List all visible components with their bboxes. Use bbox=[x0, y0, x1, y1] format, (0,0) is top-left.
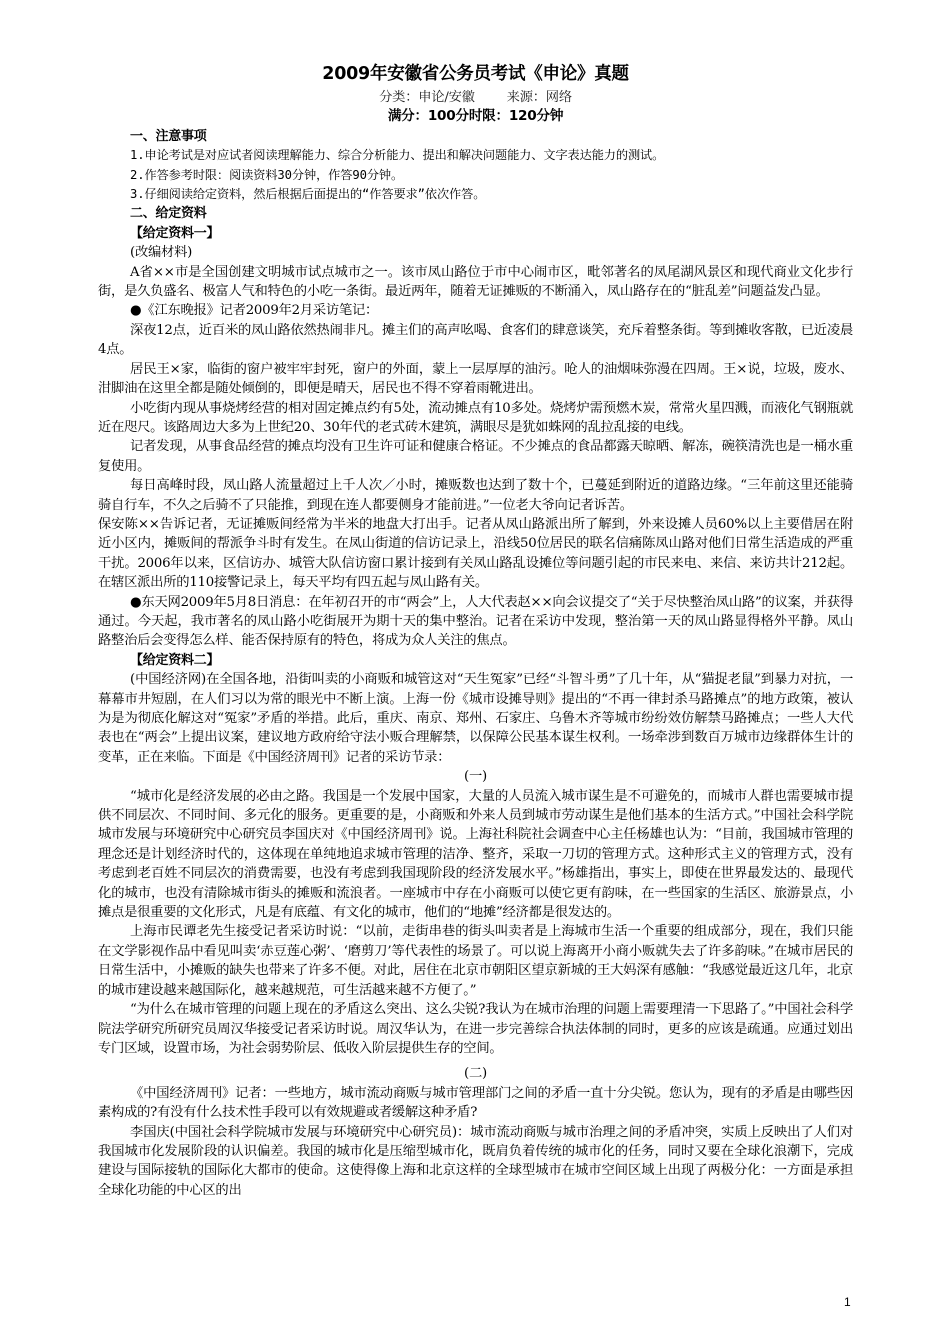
part-1-label: (一) bbox=[464, 769, 487, 785]
document-body bbox=[98, 62, 853, 1200]
paragraph: 深夜12点，近百米的凤山路依然热闹非凡。摊主们的高声吆喝、食客们的肆意谈笑，充斥着整条街。等到摊收客散，已近凌晨4点。 bbox=[98, 322, 853, 358]
paragraph: 李国庆(中国社会科学院城市发展与环境研究中心研究员)：城市流动商贩与城市治理之间的矛盾冲突，实质上反映出了人们对我国城市化发展阶段的认识偏差。我国的城市化是压缩型城市化，既肩负着传统的城市化的任务，同时又要在全球化浪潮下，完成建设与国际接轨的国际化大都市的使命。这使得像上海和北京这样的全球型城市在城市空间区域上出现了两极分化：一方面是承担全球化功能的中心区的出 bbox=[98, 1124, 853, 1198]
paragraph: 上海市民谭老先生接受记者采访时说：“以前，走街串巷的街头叫卖者是上海城市生活一个重要的组成部分，现在，我们只能在文学影视作品中看见叫卖‘赤豆莲心粥’、‘磨剪刀’等代表性的场景了。可以说上海离开小商小贩就失去了许多韵味。”在城市居民的日常生活中，小摊贩的缺失也带来了许多不便。对此，居住在北京市朝阳区望京新城的王大妈深有感触：“我感觉最近这几年，北京的城市建设越来越国际化，越来越规范，可生活越来越不方便了。” bbox=[98, 924, 853, 998]
material-2-label: 【给定资料二】 bbox=[130, 652, 220, 668]
paragraph: (中国经济网)在全国各地，沿街叫卖的小商贩和城管这对“天生冤家”已经“斗智斗勇”了几十年，从“猫捉老鼠”到暴力对抗，一幕幕市井短剧，在人们习以为常的眼光中不断上演。上海一份《城市设摊导则》提出的“不再一律封杀马路摊点”的地方政策，被认为是为彻底化解这对“冤家”矛盾的举措。此后，重庆、南京、郑州、石家庄、乌鲁木齐等城市纷纷效仿解禁马路摊点；一些人大代表也在“两会”上提出议案，建议地方政府给守法小贩合理解禁，以保障公民基本谋生权利。一场牵涉到数百万城市边缘群体生计的变革，正在来临。下面是《中国经济周刊》记者的采访节录： bbox=[98, 672, 853, 765]
meta-line bbox=[98, 88, 853, 107]
paragraph: A省××市是全国创建文明城市试点城市之一。该市凤山路位于市中心闹市区，毗邻著名的凤尾湖风景区和现代商业文化步行街，是久负盛名、极富人气和特色的小吃一条街。最近两年，随着无证摊贩的不断涌入，凤山路存在的“脏乱差”问题益发凸显。 bbox=[98, 264, 853, 300]
source-label: 来源：网络 bbox=[506, 90, 572, 105]
category-label: 分类：申论/安徽 bbox=[379, 90, 475, 105]
note-item: 3.仔细阅读给定资料，然后根据后面提出的“作答要求”依次作答。 bbox=[130, 187, 486, 202]
paragraph: ●东天网2009年5月8日消息：在年初召开的市“两会”上，人大代表赵××向会议提交了“关于尽快整治凤山路”的议案，并获得通过。今天起，我市著名的凤山路小吃街展开为期十天的集中整治。记者在采访中发现，整治第一天的凤山路显得格外平静。凤山路整治后会变得怎么样、能否保持原有的特色，将成为众人关注的焦点。 bbox=[98, 594, 853, 649]
paragraph: 保安陈××告诉记者，无证摊贩间经常为半米的地盘大打出手。记者从凤山路派出所了解到，外来设摊人员60%以上主要借居在附近小区内，摊贩间的帮派争斗时有发生。在凤山街道的信访记录上，沿线50位居民的联名信痛陈凤山路对他们日常生活造成的严重干扰。2006年以来，区信访办、城管大队信访窗口累计接到有关凤山路乱设摊位等问题引起的市民来电、来信、来访共计212起。在辖区派出所的110接警记录上，每天平均有四五起与凤山路有关。 bbox=[98, 516, 853, 591]
page-title: 2009年安徽省公务员考试《申论》真题 bbox=[322, 64, 629, 84]
paragraph: ●《江东晚报》记者2009年2月采访笔记： bbox=[130, 303, 379, 319]
paragraph: “城市化是经济发展的必由之路。我国是一个发展中国家，大量的人员流入城市谋生是不可避免的，而城市人群也需要城市提供不同层次、不同时间、多元化的服务。更重要的是，小商贩和外来人员到城市劳动谋生是他们基本的生活方式。”中国社会科学院城市发展与环境研究中心研究员李国庆对《中国经济周刊》说。上海社科院社会调查中心主任杨雄也认为：“目前，我国城市管理的理念还是计划经济时代的，这体现在单纯地追求城市管理的洁净、整齐，采取一刀切的管理方式。这种形式主义的管理方式，没有考虑到老百姓不同层次的消费需要，也没有考虑到我国现阶段的经济发展水平。”杨雄指出，事实上，即使在世界最发达的、最现代化的城市，也没有清除城市街头的摊贩和流浪者。一座城市中存在小商贩可以使它更有韵味，在一些国家的生活区、旅游景点，小摊点是很重要的文化形式，凡是有底蕴、有文化的城市，他们的“地摊”经济都是很发达的。 bbox=[98, 788, 853, 921]
paragraph: 每日高峰时段，凤山路人流量超过上千人次／小时，摊贩数也达到了数十个，已蔓延到附近的道路边缘。“三年前这里还能骑骑自行车，不久之后骑不了只能推，到现在连人都要侧身才能前进。”一位老大爷向记者诉苦。 bbox=[98, 478, 853, 513]
part-2-label: (二) bbox=[464, 1066, 487, 1082]
score-line: 满分：100分时限：120分钟 bbox=[387, 108, 564, 125]
paragraph: 《中国经济周刊》记者：一些地方，城市流动商贩与城市管理部门之间的矛盾一直十分尖锐。您认为，现有的矛盾是由哪些因素构成的?有没有什么技术性手段可以有效规避或者缓解这种矛盾? bbox=[98, 1085, 853, 1121]
page-number: 1 bbox=[844, 1295, 851, 1309]
paragraph: 记者发现，从事食品经营的摊点均没有卫生许可证和健康合格证。不少摊点的食品都露天晾晒、解冻，碗筷清洗也是一桶水重复使用。 bbox=[98, 439, 853, 474]
material-1-label: 【给定资料一】 bbox=[130, 225, 220, 241]
section-heading-materials: 二、给定资料 bbox=[130, 206, 207, 222]
paragraph: 居民王×家，临街的窗户被牢牢封死，窗户的外面，蒙上一层厚厚的油污。呛人的油烟味弥漫在四周。王×说，垃圾，废水、泔脚油在这里全都是随处倾倒的，即便是晴天，居民也不得不穿着雨靴进出。 bbox=[98, 361, 853, 397]
paragraph: 小吃街内现从事烧烤经营的相对固定摊点约有5处，流动摊点有10多处。烧烤炉需预燃木炭，常常火星四溅，而液化气钢瓶就近在咫尺。该路周边大多为上世纪20、30年代的老式砖木建筑，满眼尽是犹如蛛网的乱拉乱接的电线。 bbox=[98, 400, 853, 435]
note-item: 1.申论考试是对应试者阅读理解能力、综合分析能力、提出和解决问题能力、文字表达能力的测试。 bbox=[130, 148, 665, 163]
section-heading-notes: 一、注意事项 bbox=[130, 128, 207, 144]
paragraph: “为什么在城市管理的问题上现在的矛盾这么突出、这么尖锐?我认为在城市治理的问题上需要理清一下思路了。”中国社会科学院法学研究所研究员周汉华接受记者采访时说。周汉华认为，在进一步完善综合执法体制的同时，更多的应该是疏通。应通过划出专门区域，设置市场，为社会弱势阶层、低收入阶层提供生存的空间。 bbox=[98, 1002, 853, 1056]
paragraph: (改编材料) bbox=[130, 245, 193, 261]
note-item: 2.作答参考时限：阅读资料30分钟，作答90分钟。 bbox=[130, 167, 404, 182]
